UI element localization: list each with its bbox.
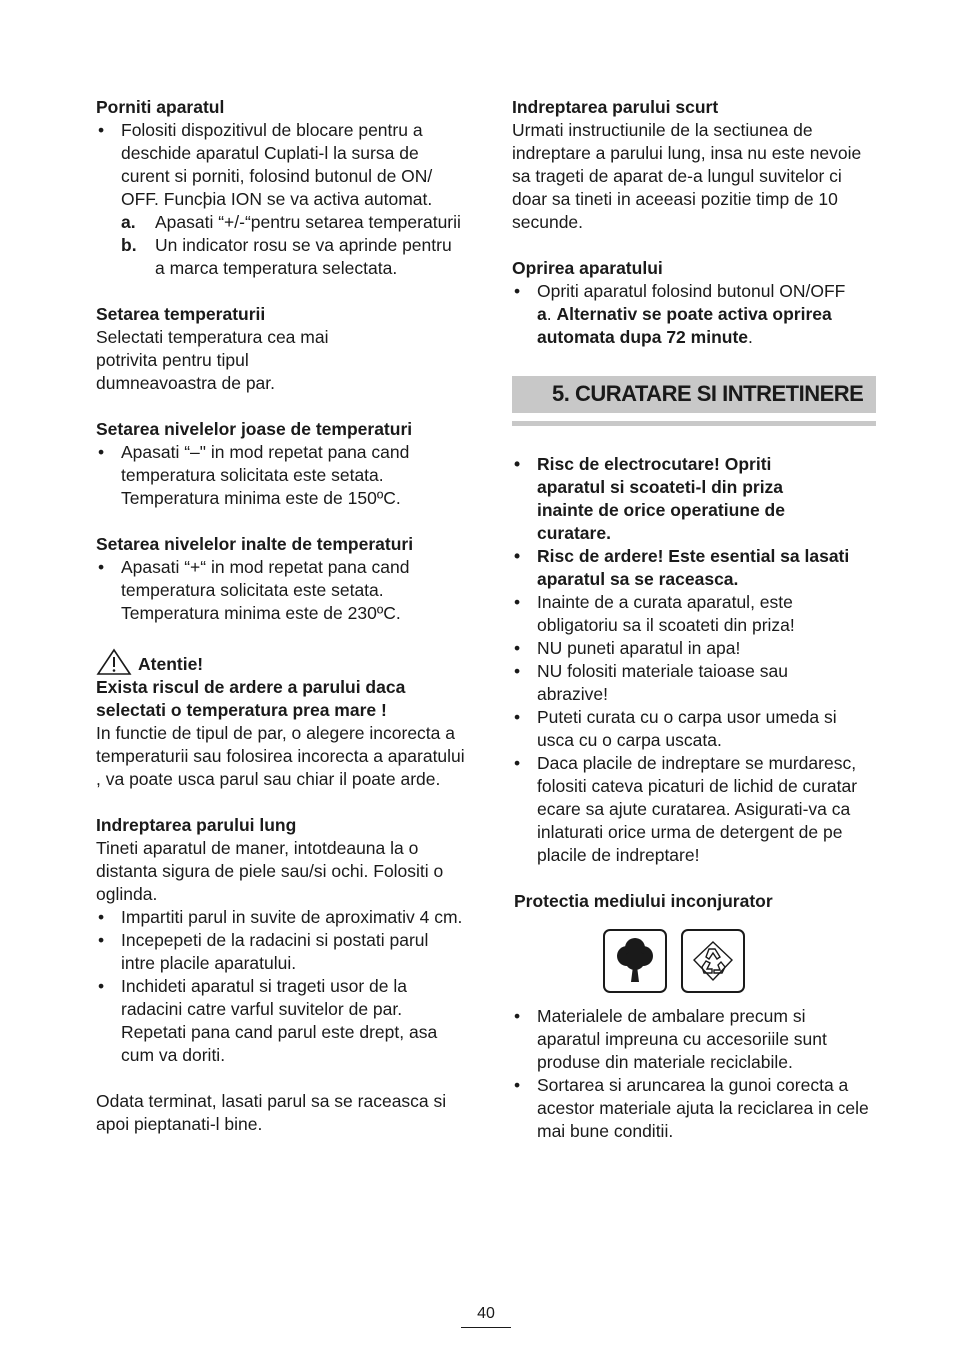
bullet-curatare-3: • Inainte de a curata aparatul, este obligatoriu sa il scoateti din priza! <box>512 591 876 637</box>
bullet-lung-1: • Impartiti parul in suvite de aproximativ 4 cm. <box>96 906 466 929</box>
text-final: Odata terminat, lasati parul sa se raceasca si apoi pieptanati-l bine. <box>96 1091 447 1134</box>
bullet-oprirea-1 <box>512 280 876 349</box>
eco-icons <box>512 929 876 993</box>
oprirea-bold: Alternativ se poate activa oprirea automata dupa 72 minute <box>537 304 832 347</box>
warning-row <box>96 648 466 676</box>
bullet-lung-3: • Inchideti aparatul si trageti usor de la radacini catre varful suvitelor de par. Repetati pana cand parul este drept, asa cum va doriti. <box>96 975 466 1067</box>
heading-oprirea: Oprirea aparatului <box>512 258 663 278</box>
section-banner <box>512 376 876 419</box>
text-scurt: Urmati instructiunile de la sectiunea de indreptare a parului lung, insa nu este nevoie sa trageti de aparat de-a lungul suvitelor ci doar sa tineti in aceeasi pozitie timp de 10 secunde. <box>512 120 862 232</box>
heading-mediu: Protectia mediului inconjurator <box>514 891 773 911</box>
text-setarea: Selectati temperatura cea mai potrivita pentru tipul dumneavoastra de par. <box>96 327 329 393</box>
bullet-porniti-1: • Folositi dispozitivul de blocare pentru a deschide aparatul Cuplati-l la sursa de curent si porniti, folosind butonul de ON/ OFF. Funcþia ION se va activa automat. <box>96 119 466 211</box>
subitem-text-b: Un indicator rosu se va aprinde pentru a marca temperatura selectata. <box>155 235 452 278</box>
warning-triangle-icon <box>96 648 132 676</box>
left-column <box>96 96 466 1136</box>
bullet-curatare-5: • NU folositi materiale taioase sau abrazive! <box>512 660 876 706</box>
page-number: 40 <box>461 1302 511 1328</box>
subitem-b <box>96 234 466 280</box>
oprirea-end: . <box>748 327 753 347</box>
heading-porniti: Porniti aparatul <box>96 97 225 117</box>
heading-atentie: Atentie! <box>138 654 204 674</box>
bullet-lung-2: • Incepepeti de la radacini si postati parul intre placile aparatului. <box>96 929 466 975</box>
bullet-curatare-6: • Puteti curata cu o carpa usor umeda si usca cu o carpa uscata. <box>512 706 876 752</box>
bullet-inalte-1: • Apasati “+“ in mod repetat pana cand temperatura solicitata este setata. Temperatura minima este de 230ºC. <box>96 556 441 625</box>
text-lung: Tineti aparatul de maner, intotdeauna la o distanta sigura de piele sau/si ochi. Folositi o oglinda. <box>96 838 444 904</box>
oprirea-key: a <box>537 304 547 324</box>
text-atentie: In functie de tipul de par, o alegere incorecta a temperaturii sau folosirea incorecta a aparatului , va poate usca parul sau chiar il poate arde. <box>96 723 465 789</box>
subitem-key-a: a. <box>121 212 136 232</box>
heading-inalte: Setarea nivelelor inalte de temperaturi <box>96 534 414 554</box>
bullet-curatare-7: • Daca placile de indreptare se murdaresc, folositi cateva picaturi de lichid de curatar ecare sa ajute curatarea. Asigurati-va ca inlaturati orice urma de detergent de pe placile de indreptare! <box>512 752 884 867</box>
bullet-curatare-2: • Risc de ardere! Este esential sa lasati aparatul sa se raceasca. <box>512 545 876 591</box>
section-title: 5. CURATARE SI INTRETINERE <box>552 381 864 406</box>
subitem-a <box>96 211 466 234</box>
bullet-curatare-1: • Risc de electrocutare! Opriti aparatul si scoateti-l din priza inainte de orice operatiune de curatare. <box>512 453 876 545</box>
subitem-text-a: Apasati “+/-“pentru setarea temperaturii <box>155 212 461 232</box>
recycle-icon <box>681 929 745 993</box>
right-column <box>512 96 876 1143</box>
tree-icon <box>603 929 667 993</box>
text-atentie-bold: Exista riscul de ardere a parului daca selectati o temperatura prea mare ! <box>96 677 406 720</box>
subitem-key-b: b. <box>121 235 137 255</box>
bullet-mediu-1: • Materialele de ambalare precum si aparatul impreuna cu accesoriile sunt produse din materiale reciclabile. <box>512 1005 876 1074</box>
oprirea-dot: . <box>546 304 557 324</box>
heading-joase: Setarea nivelelor joase de temperaturi <box>96 419 413 439</box>
bullet-curatare-4: • NU puneti aparatul in apa! <box>512 637 876 660</box>
bullet-mediu-2: • Sortarea si aruncarea la gunoi corecta a acestor materiale ajuta la reciclarea in cele mai bune conditii. <box>512 1074 876 1143</box>
heading-setarea: Setarea temperaturii <box>96 304 266 324</box>
oprirea-text: Opriti aparatul folosind butonul ON/OFF <box>537 281 846 301</box>
heading-lung: Indreptarea parului lung <box>96 815 297 835</box>
heading-scurt: Indreptarea parului scurt <box>512 97 719 117</box>
bullet-joase-1: • Apasati “–" in mod repetat pana cand temperatura solicitata este setata. Temperatura minima este de 150ºC. <box>96 441 441 510</box>
